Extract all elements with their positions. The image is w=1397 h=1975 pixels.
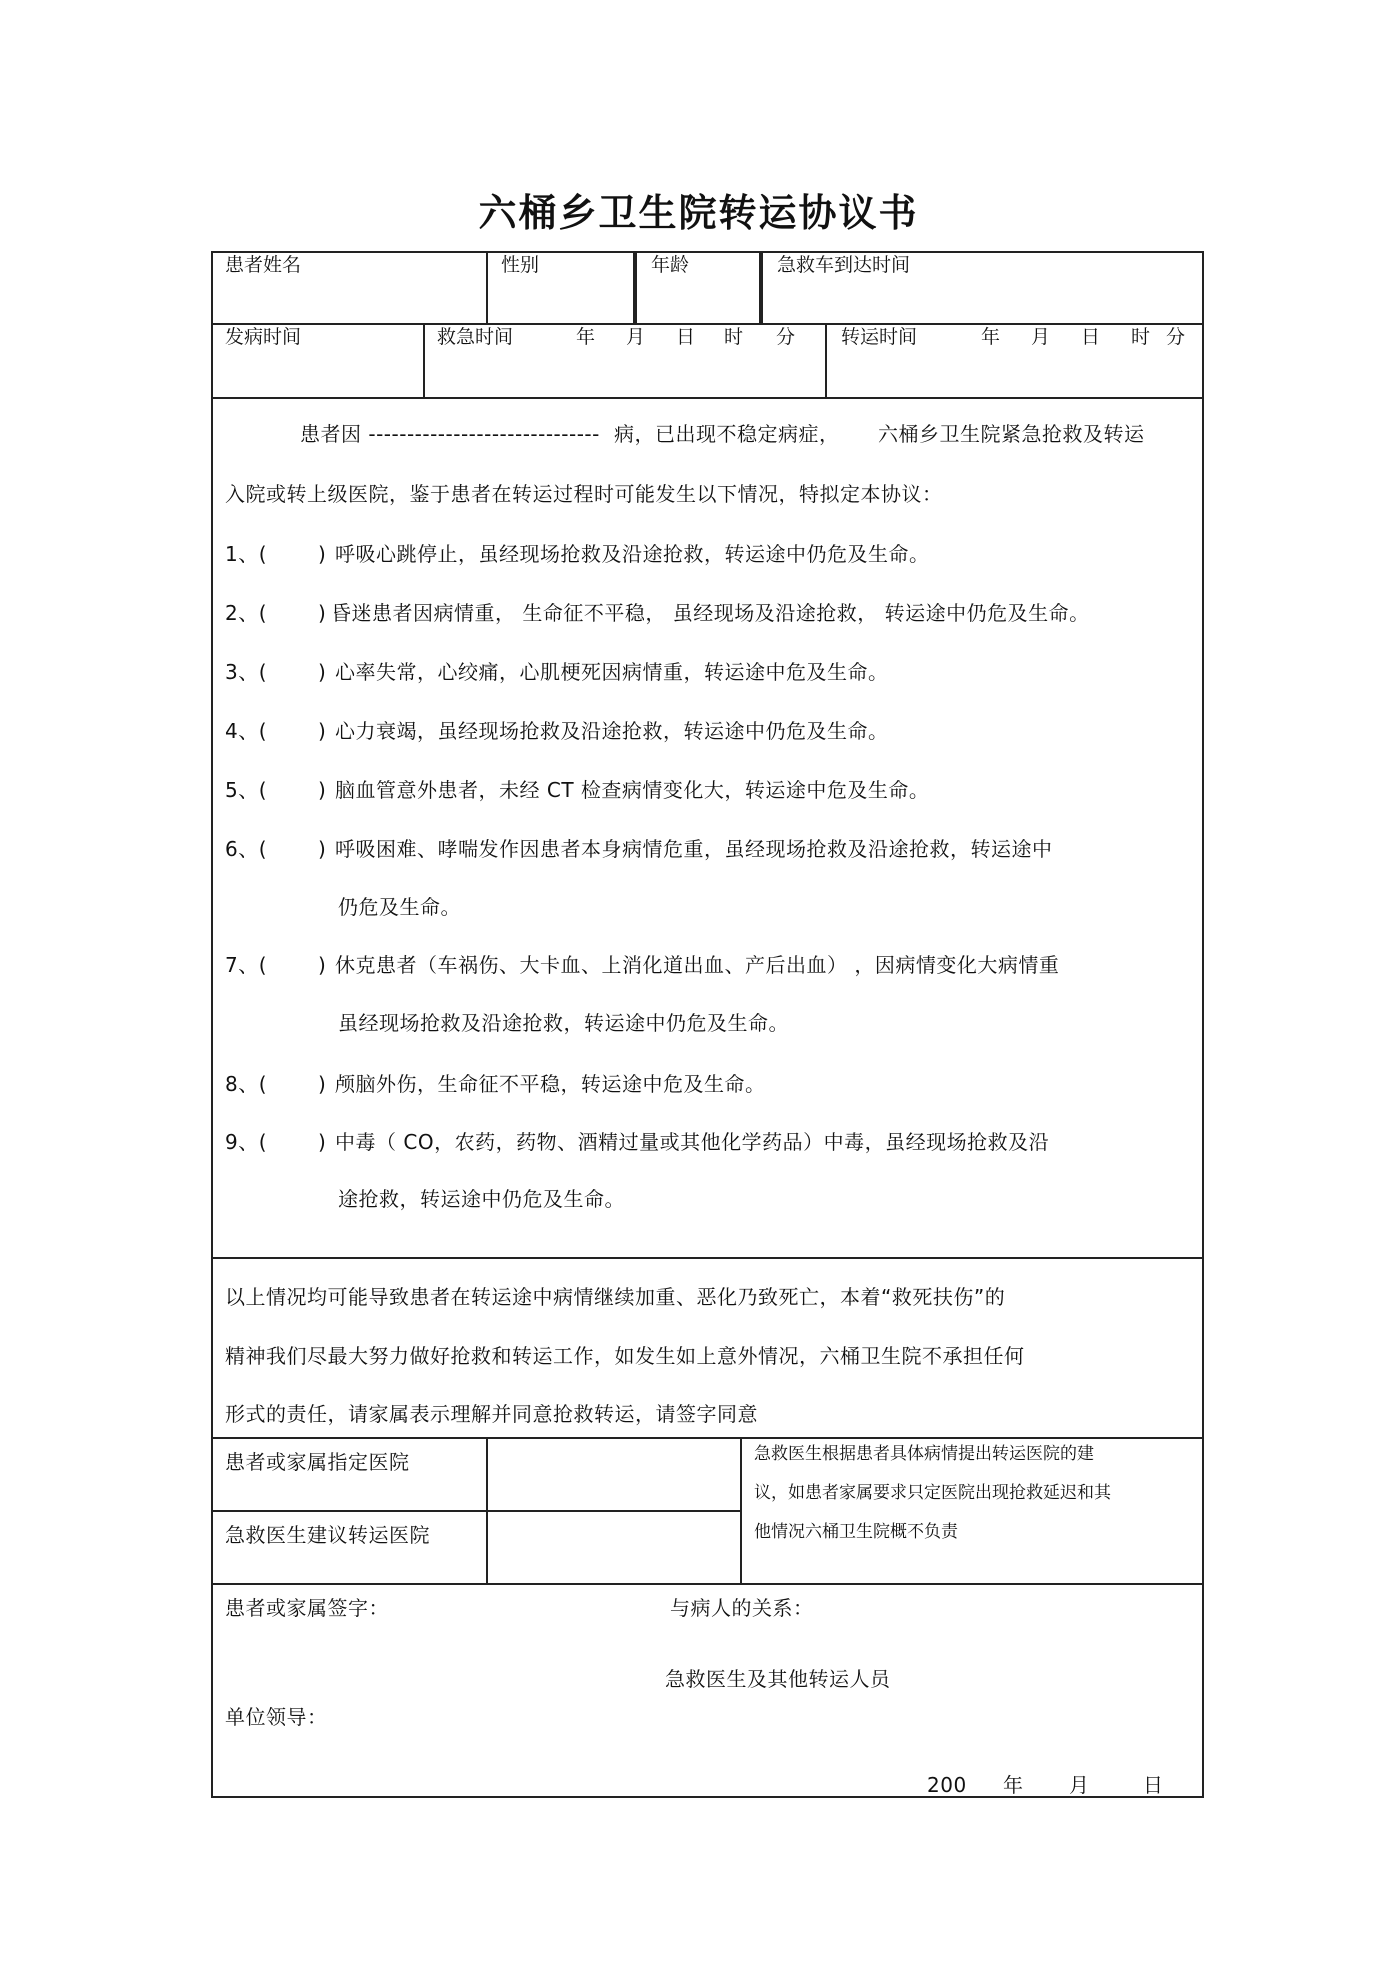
item-number: 6、( bbox=[225, 837, 268, 861]
item-number: 5、( bbox=[225, 778, 268, 802]
doctor-suggested-hospital-label: 急救医生建议转运医院 bbox=[225, 1523, 430, 1547]
row-divider bbox=[213, 1257, 1202, 1259]
item-number: 8、( bbox=[225, 1072, 268, 1096]
rescue-time-label: 救急时间 bbox=[437, 326, 514, 348]
row-divider bbox=[213, 1510, 740, 1512]
item-number: 3、( bbox=[225, 660, 268, 684]
transfer-minute-unit: 分 bbox=[1166, 326, 1186, 348]
intro-line-1b: 病，已出现不稳定病症， bbox=[614, 422, 840, 446]
item-text: 心力衰竭，虽经现场抢救及沿途抢救，转运途中仍危及生命。 bbox=[335, 719, 889, 743]
date-year-unit: 年 bbox=[1003, 1773, 1024, 1797]
statement-line-1: 以上情况均可能导致患者在转运途中病情继续加重、恶化乃致死亡，本着“救死扶伤”的 bbox=[225, 1285, 1006, 1309]
gender-label: 性别 bbox=[501, 254, 540, 276]
item-paren-close: ) bbox=[318, 953, 327, 977]
item-paren-close: ) bbox=[318, 601, 327, 625]
item-paren-close: ) bbox=[318, 1130, 327, 1154]
transfer-year-unit: 年 bbox=[981, 326, 1001, 348]
unit-leader-label: 单位领导： bbox=[225, 1705, 328, 1729]
item-paren-close: ) bbox=[318, 837, 327, 861]
col-divider bbox=[486, 1437, 488, 1583]
ambulance-arrival-label: 急救车到达时间 bbox=[777, 254, 911, 276]
item-text: 中毒（ CO，农药，药物、酒精过量或其他化学药品）中毒，虽经现场抢救及沿 bbox=[335, 1130, 1050, 1154]
onset-time-label: 发病时间 bbox=[225, 326, 302, 348]
document-title: 六桶乡卫生院转运协议书 bbox=[478, 191, 919, 235]
item-text-continued: 虽经现场抢救及沿途抢救，转运途中仍危及生命。 bbox=[338, 1011, 789, 1035]
item-paren-close: ) bbox=[318, 542, 327, 566]
item-paren-close: ) bbox=[318, 660, 327, 684]
col-divider bbox=[423, 323, 425, 397]
row-divider bbox=[213, 397, 1202, 399]
transfer-hour-unit: 时 bbox=[1131, 326, 1151, 348]
item-paren-close: ) bbox=[318, 778, 327, 802]
intro-line-1c: 六桶乡卫生院紧急抢救及转运 bbox=[878, 422, 1145, 446]
item-text: 脑血管意外患者，未经 CT 检查病情变化大，转运途中危及生命。 bbox=[335, 778, 930, 802]
rescue-day-unit: 日 bbox=[676, 326, 696, 348]
transfer-time-label: 转运时间 bbox=[841, 326, 918, 348]
rescue-year-unit: 年 bbox=[576, 326, 596, 348]
date-month-unit: 月 bbox=[1069, 1773, 1090, 1797]
col-divider bbox=[825, 323, 827, 397]
item-paren-close: ) bbox=[318, 1072, 327, 1096]
statement-line-2: 精神我们尽最大努力做好抢救和转运工作，如发生如上意外情况，六桶卫生院不承担任何 bbox=[225, 1344, 1025, 1368]
row-divider bbox=[213, 1437, 1202, 1439]
rescue-minute-unit: 分 bbox=[776, 326, 796, 348]
age-label: 年龄 bbox=[651, 254, 690, 276]
family-signature-label: 患者或家属签字： bbox=[225, 1596, 389, 1620]
item-paren-close: ) bbox=[318, 719, 327, 743]
relation-label: 与病人的关系： bbox=[670, 1596, 814, 1620]
col-divider bbox=[761, 253, 763, 323]
hospital-note-line-1: 急救医生根据患者具体病情提出转运医院的建 bbox=[754, 1444, 1094, 1464]
intro-line-2: 入院或转上级医院，鉴于患者在转运过程时可能发生以下情况，特拟定本协议： bbox=[225, 482, 943, 506]
statement-line-3: 形式的责任，请家属表示理解并同意抢救转运，请签字同意 bbox=[225, 1402, 758, 1426]
item-text-continued: 仍危及生命。 bbox=[338, 895, 461, 919]
patient-name-label: 患者姓名 bbox=[225, 254, 302, 276]
intro-line-1a: 患者因 ------------------------------ bbox=[300, 422, 600, 446]
item-number: 9、( bbox=[225, 1130, 268, 1154]
hospital-note-line-3: 他情况六桶卫生院概不负责 bbox=[754, 1522, 958, 1542]
col-divider bbox=[740, 1437, 742, 1583]
hospital-note-line-2: 议，如患者家属要求只定医院出现抢救延迟和其 bbox=[754, 1483, 1111, 1503]
transfer-month-unit: 月 bbox=[1031, 326, 1051, 348]
item-text-continued: 途抢救，转运途中仍危及生命。 bbox=[338, 1187, 625, 1211]
transfer-agreement-form bbox=[211, 251, 1204, 1798]
item-text: 休克患者（车祸伤、大卡血、上消化道出血、产后出血） ，因病情变化大病情重 bbox=[335, 953, 1060, 977]
col-divider bbox=[486, 253, 488, 323]
row-divider bbox=[213, 1583, 1202, 1585]
date-year-prefix: 200 bbox=[927, 1773, 967, 1797]
item-number: 7、( bbox=[225, 953, 268, 977]
item-text: 昏迷患者因病情重， 生命征不平稳， 虽经现场及沿途抢救， 转运途中仍危及生命。 bbox=[331, 601, 1090, 625]
date-day-unit: 日 bbox=[1143, 1773, 1164, 1797]
item-text: 心率失常，心绞痛，心肌梗死因病情重，转运途中危及生命。 bbox=[335, 660, 889, 684]
item-number: 2、( bbox=[225, 601, 268, 625]
item-number: 1、( bbox=[225, 542, 268, 566]
row-divider bbox=[213, 323, 1202, 325]
doctor-staff-label: 急救医生及其他转运人员 bbox=[665, 1667, 891, 1691]
item-text: 呼吸困难、哮喘发作因患者本身病情危重，虽经现场抢救及沿途抢救，转运途中 bbox=[335, 837, 1053, 861]
family-designated-hospital-label: 患者或家属指定医院 bbox=[225, 1450, 410, 1474]
rescue-hour-unit: 时 bbox=[724, 326, 744, 348]
item-number: 4、( bbox=[225, 719, 268, 743]
rescue-month-unit: 月 bbox=[626, 326, 646, 348]
item-text: 呼吸心跳停止，虽经现场抢救及沿途抢救，转运途中仍危及生命。 bbox=[335, 542, 930, 566]
item-text: 颅脑外伤，生命征不平稳，转运途中危及生命。 bbox=[335, 1072, 766, 1096]
col-divider bbox=[635, 253, 637, 323]
transfer-day-unit: 日 bbox=[1081, 326, 1101, 348]
